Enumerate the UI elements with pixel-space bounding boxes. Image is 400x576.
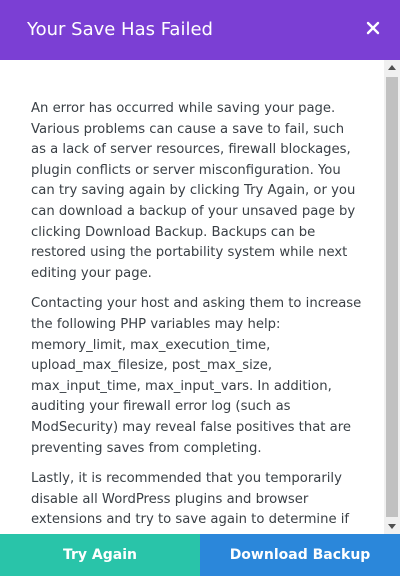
close-icon — [360, 15, 386, 41]
dialog-footer — [0, 534, 400, 576]
dialog-content — [0, 60, 384, 534]
message-paragraph-1: An error has occurred while saving your page. Various problems can cause a save to fail, such as a lack of server resources, firewall blockages, plugin conflicts or server misconfiguration. You can try saving again by clicking Try Again, or you can download a backup of your unsaved page by clicking Download Backup. Backups can be restored using the portability system while next editing your page. — [31, 101, 356, 281]
vertical-scrollbar[interactable] — [384, 60, 400, 534]
triangle-up-icon — [384, 60, 400, 76]
scroll-up-button[interactable] — [384, 60, 400, 76]
message-paragraph-2: Contacting your host and asking them to increase the following PHP variables may help: memory_limit, max_execution_time, upload_max_filesize, post_max_size, max_input_time, max_input_vars. In addition, auditing your firewall error log (such as ModSecurity) may reveal false positives that are preventing saves from completing. — [31, 296, 362, 456]
dialog-header — [0, 0, 400, 60]
scroll-thumb[interactable] — [386, 77, 398, 517]
download-backup-button[interactable]: Download Backup — [200, 534, 400, 576]
triangle-down-icon — [384, 518, 400, 534]
close-button[interactable] — [360, 15, 386, 41]
scroll-down-button[interactable] — [384, 518, 400, 534]
try-again-button[interactable]: Try Again — [0, 534, 200, 576]
dialog-message — [31, 99, 363, 561]
dialog-title: Your Save Has Failed — [27, 19, 213, 40]
message-paragraph-3: Lastly, it is recommended that you temporarily disable all WordPress plugins and browser extensions and try to save again to determine if — [31, 471, 350, 528]
